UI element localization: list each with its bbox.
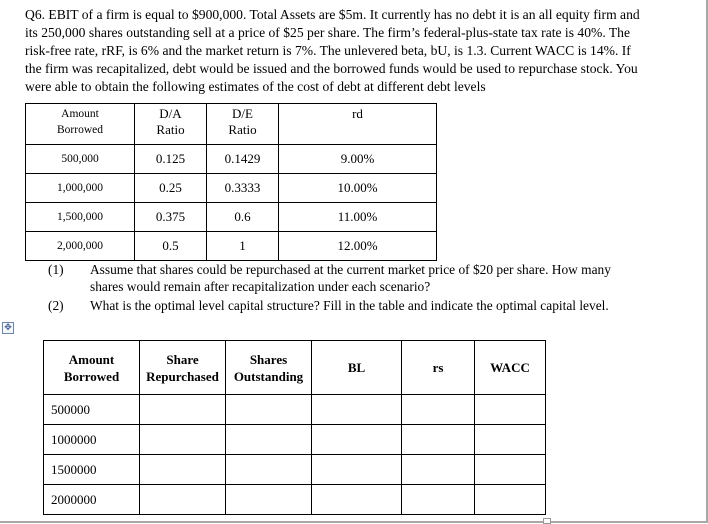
table-cell[interactable]: 0.375 [135, 203, 207, 232]
table-cell[interactable]: 9.00% [279, 145, 437, 174]
question-line: were able to obtain the following estimates of the cost of debt at different debt levels [25, 79, 486, 95]
table-cell[interactable]: 10.00% [279, 174, 437, 203]
table-cell[interactable] [402, 455, 475, 485]
table-cell[interactable]: 0.25 [135, 174, 207, 203]
list-text: Assume that shares could be repurchased at the current market price of $20 per share. How many [90, 262, 611, 277]
header-line: Shares [249, 351, 288, 367]
header-line: Share [166, 351, 199, 367]
table-cell[interactable] [475, 485, 546, 515]
header-cell[interactable] [207, 104, 279, 145]
table-cell[interactable] [312, 425, 402, 455]
header-line: Borrowed [63, 368, 120, 384]
table-row [44, 395, 546, 425]
header-cell[interactable] [140, 341, 226, 395]
table-cell[interactable] [140, 425, 226, 455]
list-text: shares would remain after recapitalization under each scenario? [90, 278, 431, 294]
header-line: rd [352, 106, 363, 121]
question-line: Q6. EBIT of a firm is equal to $900,000. Total Assets are $5m. It currently has no debt it is an all equity firm and [25, 7, 640, 22]
table-cell[interactable]: 11.00% [279, 203, 437, 232]
table-cell[interactable] [226, 485, 312, 515]
table-cell[interactable]: 2000000 [44, 485, 140, 515]
header-line: Amount [61, 108, 99, 120]
header-line: BL [347, 360, 366, 375]
table-cell[interactable] [475, 455, 546, 485]
header-line: WACC [490, 360, 530, 375]
table-cell[interactable] [140, 455, 226, 485]
table-cell[interactable]: 1 [207, 232, 279, 261]
table-cell[interactable]: 500,000 [26, 145, 135, 174]
table-header-row [26, 104, 437, 145]
table-row [44, 455, 546, 485]
header-cell[interactable] [402, 341, 475, 395]
table-cell[interactable] [140, 395, 226, 425]
table-cell[interactable] [475, 425, 546, 455]
table-cell[interactable] [475, 395, 546, 425]
table-cell[interactable] [402, 425, 475, 455]
table-cell[interactable]: 0.125 [135, 145, 207, 174]
table-cell[interactable]: 0.3333 [207, 174, 279, 203]
header-line: Outstanding [233, 368, 304, 384]
table-row [26, 232, 437, 261]
table-row [26, 174, 437, 203]
header-line: Borrowed [57, 124, 103, 136]
header-line: D/E [232, 106, 253, 121]
list-number: (1) [48, 262, 64, 277]
table-row [44, 485, 546, 515]
table-cell[interactable]: 1500000 [44, 455, 140, 485]
header-cell[interactable] [226, 341, 312, 395]
move-anchor-icon[interactable]: ✥ [2, 322, 14, 334]
header-cell[interactable] [279, 104, 437, 145]
table-cell[interactable] [312, 395, 402, 425]
header-line: rs [432, 360, 444, 375]
table-cell[interactable]: 1000000 [44, 425, 140, 455]
answer-table [43, 340, 546, 515]
table-cell[interactable] [140, 485, 226, 515]
table-cell[interactable]: 0.6 [207, 203, 279, 232]
header-cell[interactable] [44, 341, 140, 395]
table-cell[interactable]: 0.5 [135, 232, 207, 261]
table-cell[interactable]: 500000 [44, 395, 140, 425]
table-cell[interactable] [226, 425, 312, 455]
table-cell[interactable] [226, 395, 312, 425]
table-cell[interactable]: 2,000,000 [26, 232, 135, 261]
table-resize-handle[interactable] [543, 518, 551, 524]
header-cell[interactable] [135, 104, 207, 145]
header-cell[interactable] [475, 341, 546, 395]
table-cell[interactable] [312, 455, 402, 485]
header-line: D/A [159, 106, 182, 121]
table-row [26, 145, 437, 174]
table-cell[interactable]: 0.1429 [207, 145, 279, 174]
table-cell[interactable] [226, 455, 312, 485]
table-row [44, 425, 546, 455]
table-header-row [44, 341, 546, 395]
header-cell[interactable] [312, 341, 402, 395]
question-line: risk-free rate, rRF, is 6% and the market return is 7%. The unlevered beta, bU, is 1.3. Current WACC is 14%. If [25, 43, 631, 59]
header-line: Repurchased [146, 368, 219, 384]
table-row [26, 203, 437, 232]
question-line: its 250,000 shares outstanding sell at a price of $25 per share. The firm’s federal-plus-state tax rate is 40%. The [25, 25, 631, 41]
table-cell[interactable] [312, 485, 402, 515]
header-line: Amount [68, 351, 115, 367]
header-line: Ratio [156, 122, 185, 137]
question-line: the firm was recapitalized, debt would be issued and the borrowed funds would be used to repurchase stock. You [25, 61, 638, 77]
header-cell[interactable] [26, 104, 135, 145]
table-cell[interactable]: 1,000,000 [26, 174, 135, 203]
table-cell[interactable]: 1,500,000 [26, 203, 135, 232]
cost-of-debt-table [25, 103, 437, 261]
table-cell[interactable] [402, 485, 475, 515]
list-number: (2) [48, 298, 64, 313]
question-paragraph [25, 6, 701, 96]
table-cell[interactable]: 12.00% [279, 232, 437, 261]
header-line: Ratio [228, 122, 257, 137]
list-text: What is the optimal level capital structure? Fill in the table and indicate the optimal capital level. [90, 298, 609, 313]
table-cell[interactable] [402, 395, 475, 425]
